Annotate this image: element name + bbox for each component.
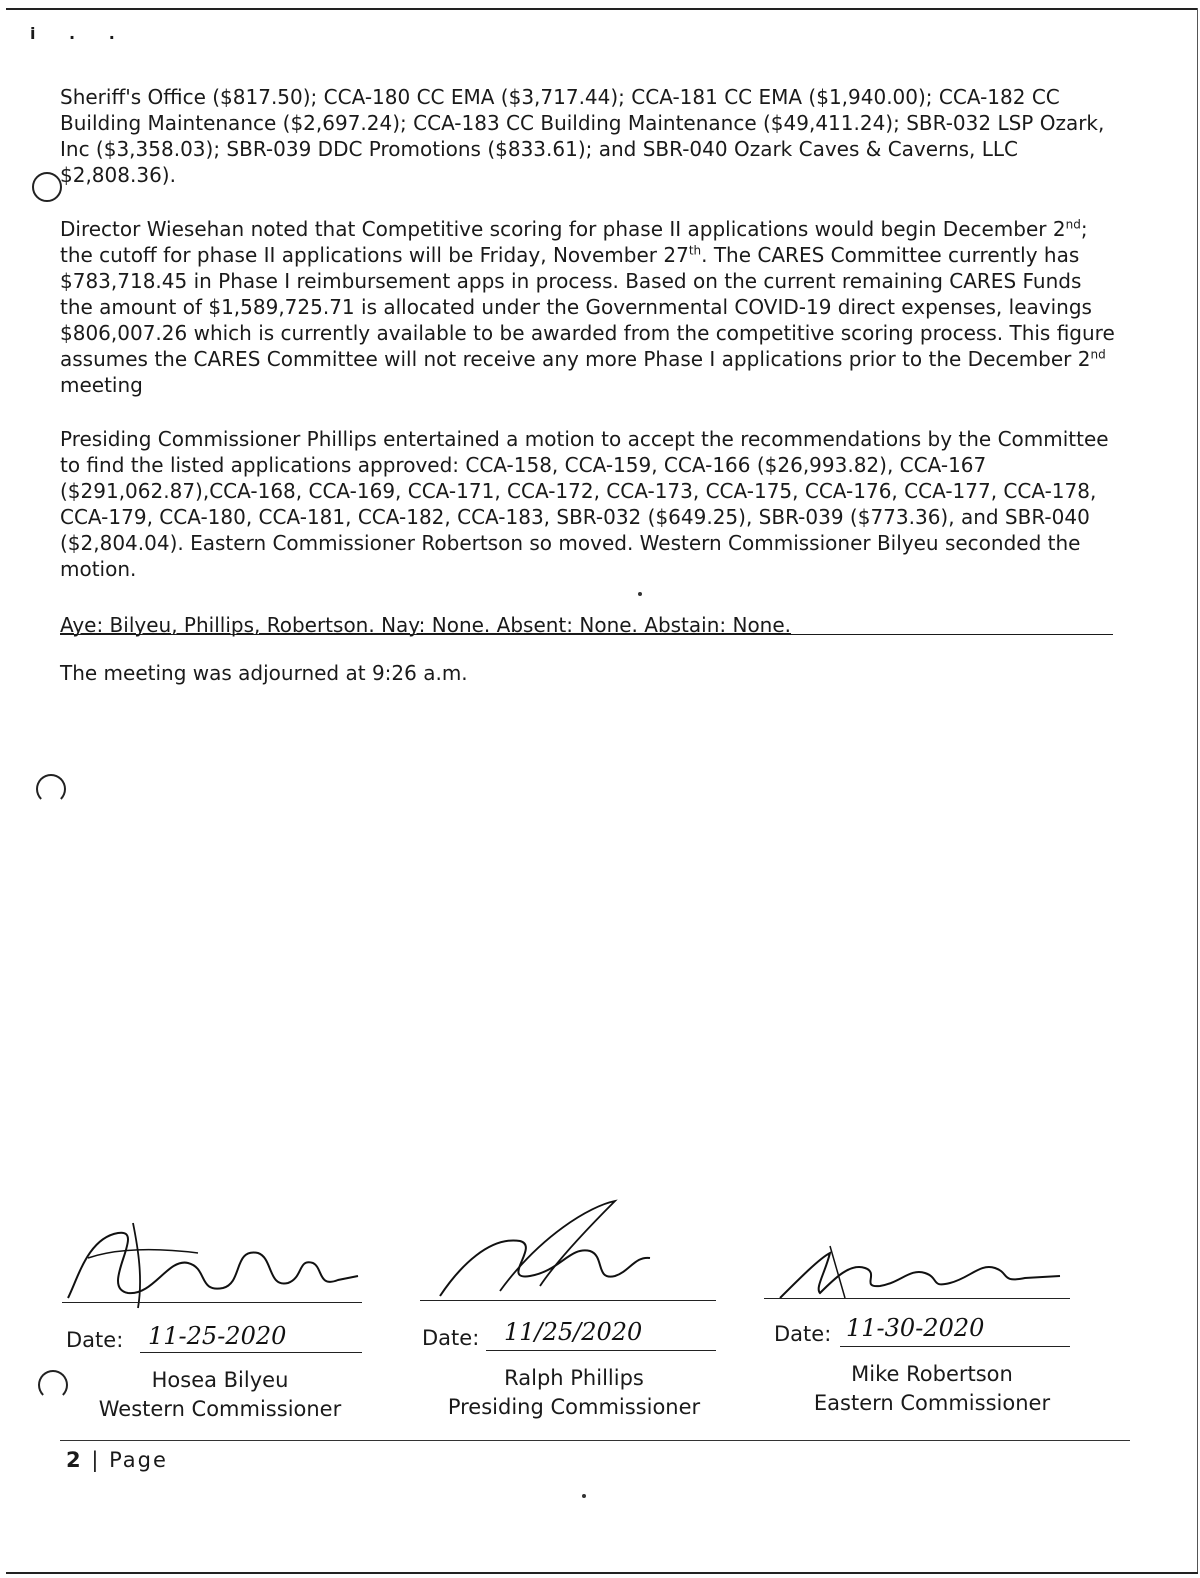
date-line-bilyeu <box>140 1352 362 1353</box>
page-footer <box>66 1448 168 1472</box>
page-border-right <box>1197 8 1198 1574</box>
date-line-robertson <box>840 1346 1070 1347</box>
adjournment-statement: The meeting was adjourned at 9:26 a.m. <box>60 661 468 685</box>
vote-result: Aye: Bilyeu, Phillips, Robertson. Nay: None. Absent: None. Abstain: None. <box>60 612 1113 635</box>
signer-name-robertson: Mike Robertson <box>851 1362 1013 1386</box>
page-label: Page <box>109 1448 168 1472</box>
superscript-nd-2: nd <box>1090 347 1106 362</box>
signer-title-robertson: Eastern Commissioner <box>813 1391 1051 1415</box>
signer-bilyeu <box>70 1366 370 1424</box>
footer-divider <box>60 1440 1130 1441</box>
signature-line-bilyeu <box>62 1302 362 1303</box>
stray-mark-bottom <box>582 1494 586 1498</box>
signature-line-phillips <box>420 1300 716 1301</box>
signer-name-phillips: Ralph Phillips <box>504 1366 644 1390</box>
page-border-top <box>6 8 1198 10</box>
stray-mark <box>638 592 642 596</box>
date-label-phillips: Date: <box>422 1326 480 1350</box>
punch-hole-top <box>32 172 62 202</box>
scan-marks: i . . <box>30 24 129 43</box>
director-note-text-4: meeting <box>60 373 143 397</box>
director-note-text-3: . The CARES Committee currently has $783,718.45 in Phase I reimbursement apps in process. Based on the current remaining CARES Funds the amount of $1,589,725.71 is allocated under the Governmental COVID-19 direct expenses, leavings $806,007.26 which is currently available to be awarded from the competitive scoring process. This figure assumes the CARES Committee will not receive any more Phase I applications prior to the December 2 <box>60 243 1115 371</box>
page-separator: | <box>91 1448 101 1472</box>
signature-bilyeu-drawing <box>58 1218 368 1313</box>
director-note-text-2: ; the cutoff for phase II applications will be Friday, November 27 <box>60 217 1088 267</box>
signer-title-phillips: Presiding Commissioner <box>447 1395 701 1419</box>
handwritten-date-robertson: 11-30-2020 <box>846 1314 985 1342</box>
signature-line-robertson <box>764 1298 1070 1299</box>
punch-hole-middle <box>36 774 66 804</box>
date-line-phillips <box>486 1350 716 1351</box>
director-note-text-1: Director Wiesehan noted that Competitive scoring for phase II applications would begin December 2 <box>60 217 1066 241</box>
signer-title-bilyeu: Western Commissioner <box>98 1397 342 1421</box>
handwritten-date-phillips: 11/25/2020 <box>504 1318 643 1346</box>
signature-phillips-drawing <box>420 1196 720 1306</box>
page-number: 2 <box>66 1448 83 1472</box>
paragraph-motion: Presiding Commissioner Phillips entertained a motion to accept the recommendations by the Committee to find the listed applications approved: CCA-158, CCA-159, CCA-166 ($26,993.82), CCA-167 ($291,062.87),CCA-168, CCA-169, CCA-171, CCA-172, CCA-173, CCA-175, CCA-176, CCA-177, CCA-178, CCA-179, CCA-180, CCA-181, CCA-182, CCA-183, SBR-032 ($649.25), SBR-039 ($773.36), and SBR-040 ($2,804.04). Eastern Commissioner Robertson so moved. Western Commissioner Bilyeu seconded the motion. <box>60 427 1109 581</box>
date-label-bilyeu: Date: <box>66 1328 124 1352</box>
signer-phillips <box>424 1364 724 1422</box>
superscript-nd-1: nd <box>1065 217 1081 232</box>
handwritten-date-bilyeu: 11-25-2020 <box>148 1322 287 1350</box>
page-border-bottom <box>6 1572 1198 1574</box>
signer-name-bilyeu: Hosea Bilyeu <box>151 1368 289 1392</box>
punch-hole-bottom <box>38 1370 68 1400</box>
paragraph-expenses: Sheriff's Office ($817.50); CCA-180 CC EMA ($3,717.44); CCA-181 CC EMA ($1,940.00); CCA-182 CC Building Maintenance ($2,697.24); CCA-183 CC Building Maintenance ($49,411.24); SBR-032 LSP Ozark, Inc ($3,358.03); SBR-039 DDC Promotions ($833.61); and SBR-040 Ozark Caves & Caverns, LLC $2,808.36). <box>60 85 1105 187</box>
date-label-robertson: Date: <box>774 1322 832 1346</box>
paragraph-director-note <box>60 216 1120 398</box>
superscript-th: th <box>688 243 702 258</box>
signer-robertson <box>782 1360 1082 1418</box>
